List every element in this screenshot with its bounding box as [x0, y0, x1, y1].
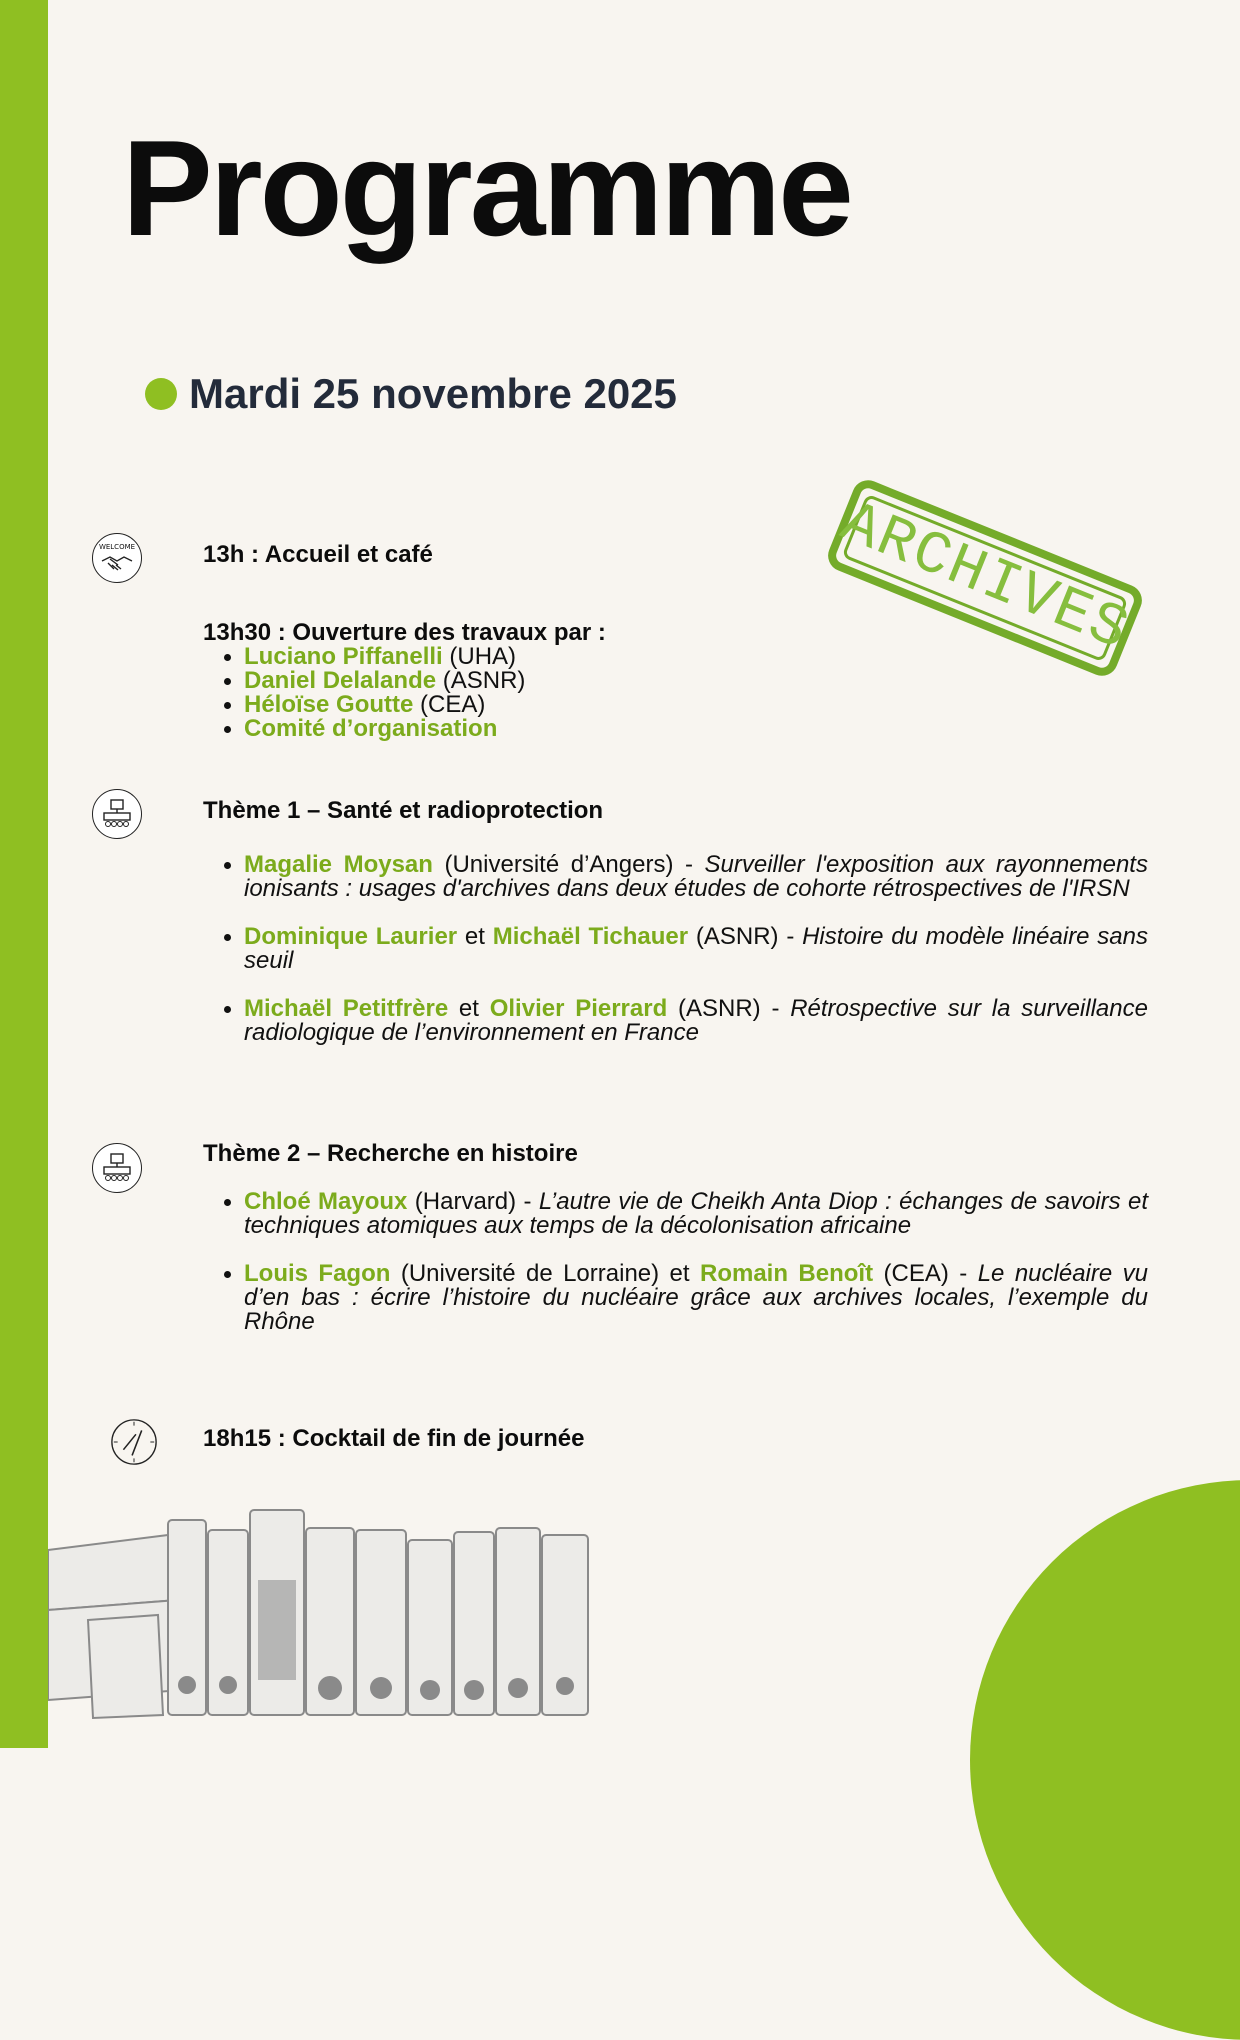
- welcome-heading: 13h : Accueil et café: [203, 541, 433, 568]
- list-item: Magalie Moysan (Université d’Angers) - Surveiller l'exposition aux rayonnements ionisants : usages d'archives dans deux études de cohorte rétrospectives de l'IRSN: [244, 851, 1148, 902]
- list-item: Héloïse Goutte (CEA): [244, 693, 525, 717]
- welcome-label: WELCOME: [98, 543, 136, 551]
- list-item: Louis Fagon (Université de Lorraine) et Romain Benoît (CEA) - Le nucléaire vu d’en bas : écrire l’histoire du nucléaire grâce aux archives locales, l’exemple du Rhône: [244, 1260, 1148, 1335]
- welcome-handshake-icon: [92, 533, 142, 583]
- bullet-dot-icon: [145, 378, 177, 410]
- theme1-heading: Thème 1 – Santé et radioprotection: [203, 797, 604, 824]
- theme2-heading: Thème 2 – Recherche en histoire: [203, 1140, 578, 1167]
- page-title: Programme: [122, 112, 851, 264]
- archives-stamp: [823, 475, 1146, 680]
- list-item: Michaël Petitfrère et Olivier Pierrard (ASNR) - Rétrospective sur la surveillance radiologique de l’environnement en France: [244, 995, 1148, 1046]
- archive-binders-illustration: [48, 1490, 608, 1722]
- stamp-text: ARCHIVES: [831, 489, 1139, 667]
- corner-decoration: [970, 1480, 1240, 2040]
- opening-heading: 13h30 : Ouverture des travaux par :: [203, 619, 606, 646]
- list-item: Luciano Piffanelli (UHA): [244, 645, 525, 669]
- event-date: Mardi 25 novembre 2025: [189, 370, 677, 417]
- left-accent-bar: [0, 0, 48, 1748]
- theme1-talks-list: [244, 853, 1148, 1069]
- list-item: Dominique Laurier et Michaël Tichauer (ASNR) - Histoire du modèle linéaire sans seuil: [244, 923, 1148, 974]
- clock-cutlery-icon: [109, 1417, 159, 1467]
- opening-speakers-list: [244, 645, 525, 741]
- list-item: Comité d’organisation: [244, 717, 525, 741]
- conference-table-icon: [92, 789, 142, 839]
- list-item: Chloé Mayoux (Harvard) - L’autre vie de Cheikh Anta Diop : échanges de savoirs et techniques atomiques aux temps de la décolonisation africaine: [244, 1188, 1149, 1239]
- cocktail-heading: 18h15 : Cocktail de fin de journée: [203, 1425, 585, 1452]
- list-item: Daniel Delalande (ASNR): [244, 667, 526, 694]
- date-header: [145, 370, 677, 418]
- conference-table-icon: [92, 1143, 142, 1193]
- theme2-talks-list: [244, 1190, 1148, 1358]
